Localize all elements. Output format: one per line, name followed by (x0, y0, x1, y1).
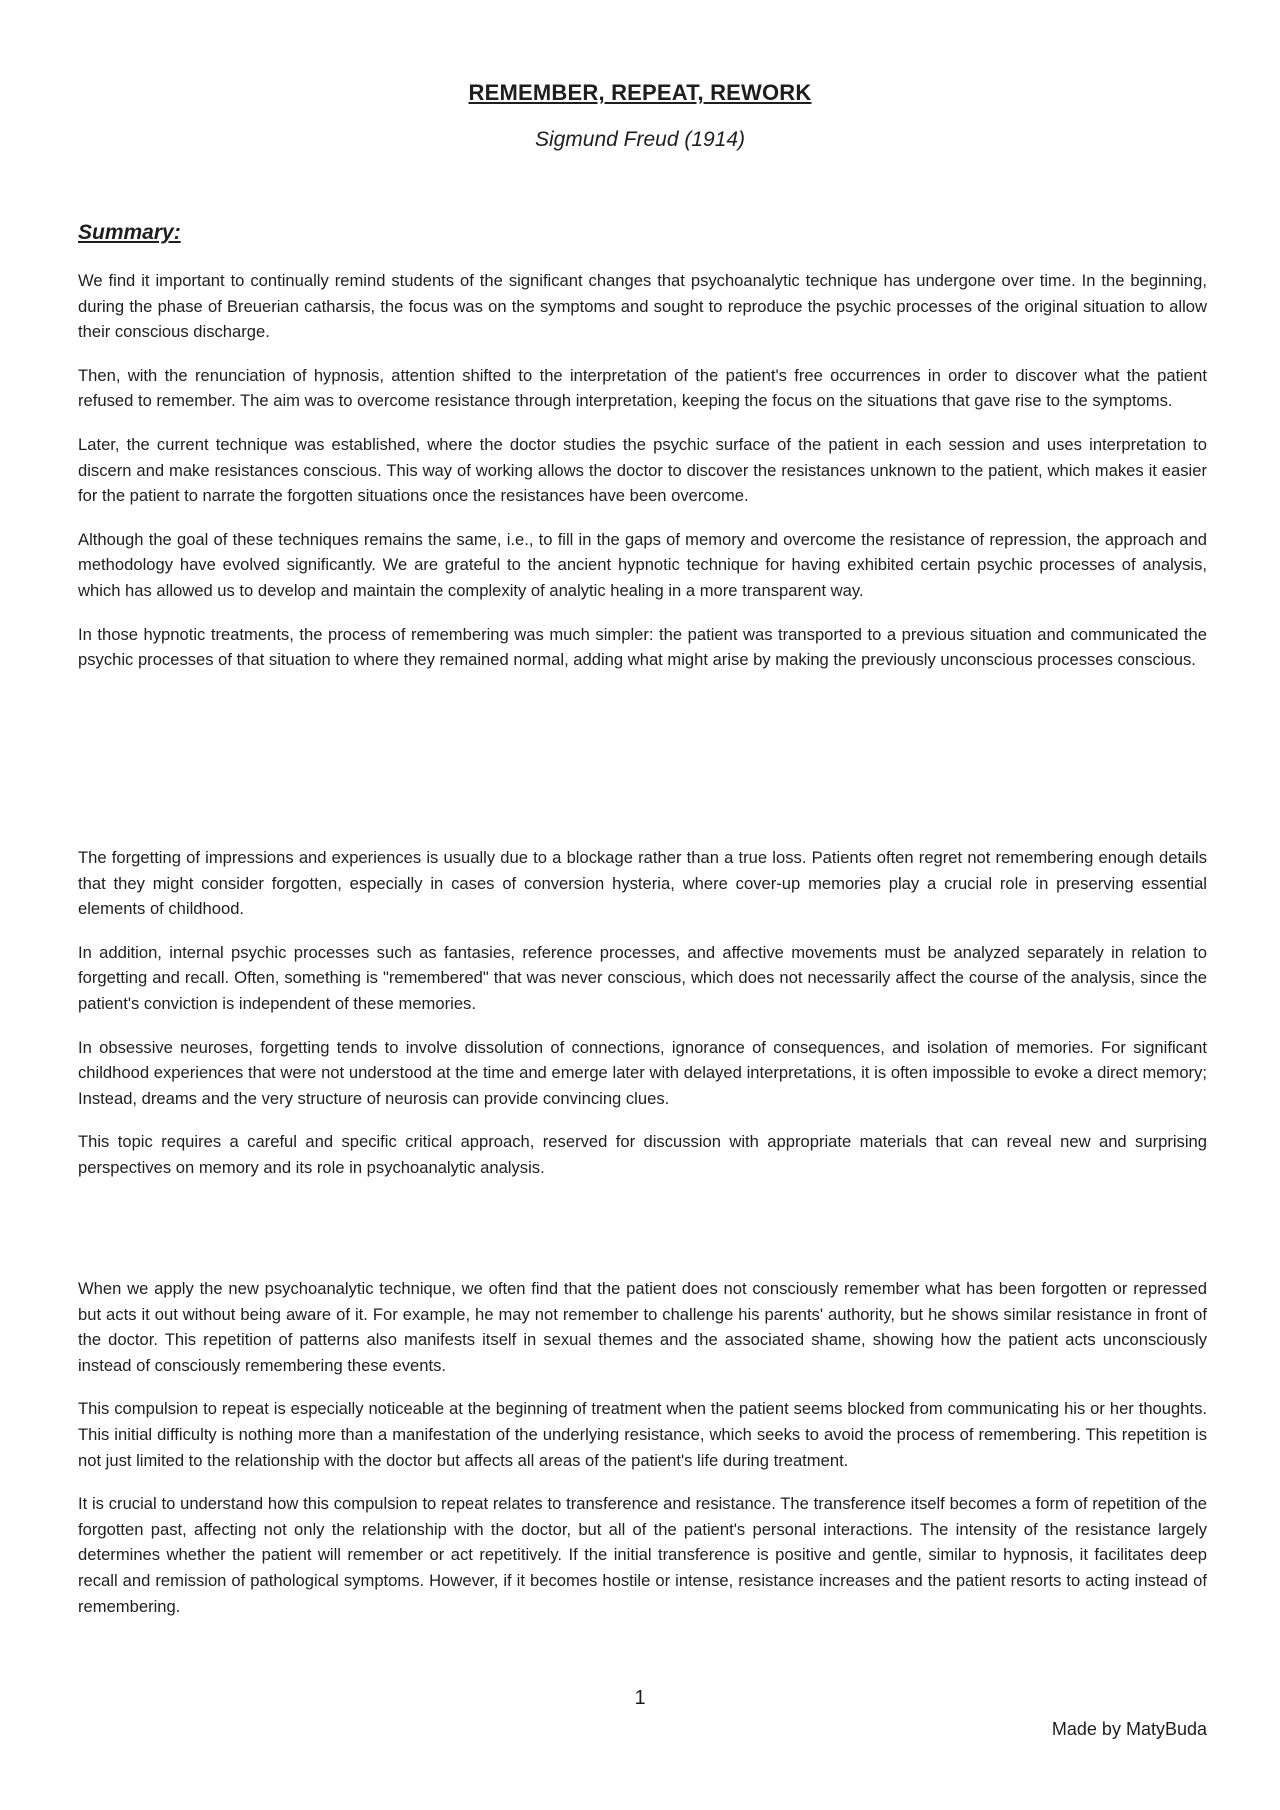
paragraph: In addition, internal psychic processes such as fantasies, reference processes, and affective movements must be analyzed separately in relation to forgetting and recall. Often, something is "remembered" that was never conscious, which does not necessarily affect the course of the analysis, since the patient's conviction is independent of these memories. (78, 942, 1207, 1013)
summary-heading: Summary: (78, 221, 181, 244)
paragraph: Although the goal of these techniques remains the same, i.e., to fill in the gaps of memory and overcome the resistance of repression, the approach and methodology have evolved significantly. We are grateful to the ancient hypnotic technique for having exhibited certain psychic processes of analysis, which has allowed us to develop and maintain the complexity of analytic healing in a more transparent way. (78, 529, 1207, 600)
section-1 (78, 268, 1207, 691)
paragraph: It is crucial to understand how this compulsion to repeat relates to transference and resistance. The transference itself becomes a form of repetition of the forgotten past, affecting not only the relationship with the doctor, but all of the patient's personal interactions. The intensity of the resistance largely determines whether the patient will remember or act repetitively. If the initial transference is positive and gentle, similar to hypnosis, it facilitates deep recall and remission of pathological symptoms. However, if it becomes hostile or intense, resistance increases and the patient resorts to acting instead of remembering. (78, 1494, 1207, 1616)
page-number: 1 (634, 1687, 646, 1709)
paragraph: Then, with the renunciation of hypnosis, attention shifted to the interpretation of the patient's free occurrences in order to discover what the patient refused to remember. The aim was to overcome resistance through interpretation, keeping the focus on the situations that gave rise to the symptoms. (78, 365, 1207, 411)
document-title: REMEMBER, REPEAT, REWORK (468, 80, 812, 105)
section-3 (78, 1276, 1207, 1637)
paragraph: In those hypnotic treatments, the process of remembering was much simpler: the patient was transported to a previous situation and communicated the psychic processes of that situation to where they remained normal, adding what might arise by making the previously unconscious processes conscious. (78, 624, 1207, 670)
document-author: Sigmund Freud (1914) (534, 128, 746, 151)
paragraph: This compulsion to repeat is especially noticeable at the beginning of treatment when the patient seems blocked from communicating his or her thoughts. This initial difficulty is nothing more than a manifestation of the underlying resistance, which seeks to avoid the process of remembering. This repetition is not just limited to the relationship with the doctor but affects all areas of the patient's life during treatment. (78, 1399, 1207, 1470)
author-credit: Made by MatyBuda (1051, 1719, 1207, 1739)
section-2 (78, 845, 1207, 1199)
paragraph: We find it important to continually remind students of the significant changes that psychoanalytic technique has undergone over time. In the beginning, during the phase of Breuerian catharsis, the focus was on the symptoms and sought to reproduce the psychic processes of the original situation to allow their conscious discharge. (78, 271, 1207, 342)
paragraph: The forgetting of impressions and experiences is usually due to a blockage rather than a true loss. Patients often regret not remembering enough details that they might consider forgotten, especially in cases of conversion hysteria, where cover-up memories play a crucial role in preserving essential elements of childhood. (78, 848, 1207, 919)
paragraph: Later, the current technique was established, where the doctor studies the psychic surface of the patient in each session and uses interpretation to discern and make resistances conscious. This way of working allows the doctor to discover the resistances unknown to the patient, which makes it easier for the patient to narrate the forgotten situations once the resistances have been overcome. (78, 434, 1207, 506)
paragraph: This topic requires a careful and specific critical approach, reserved for discussion with appropriate materials that can reveal new and surprising perspectives on memory and its role in psychoanalytic analysis. (78, 1132, 1207, 1177)
paragraph: In obsessive neuroses, forgetting tends to involve dissolution of connections, ignorance of consequences, and isolation of memories. For significant childhood experiences that were not understood at the time and emerge later with delayed interpretations, it is often impossible to evoke a direct memory; Instead, dreams and the very structure of neurosis can provide convincing clues. (78, 1037, 1207, 1108)
paragraph: When we apply the new psychoanalytic technique, we often find that the patient does not consciously remember what has been forgotten or repressed but acts it out without being aware of it. For example, he may not remember to challenge his parents' authority, but he shows similar resistance in front of the doctor. This repetition of patterns also manifests itself in sexual themes and the associated shame, showing how the patient acts unconsciously instead of consciously remembering these events. (78, 1279, 1207, 1375)
